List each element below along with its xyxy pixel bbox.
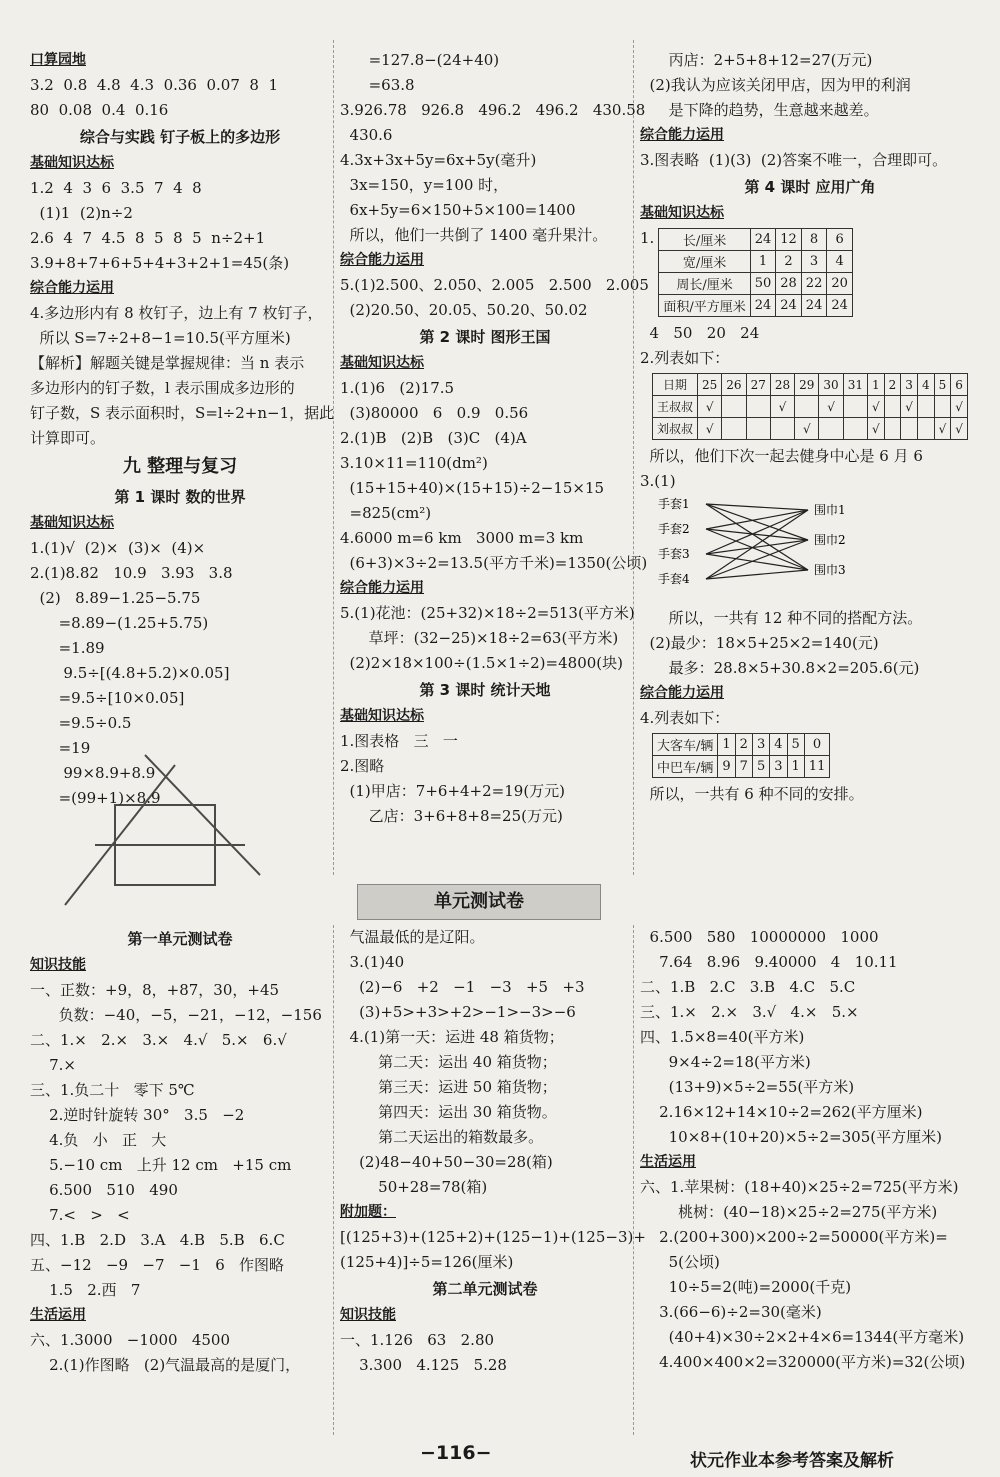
- answer-line: 4.3x+3x+5y=6x+5y(毫升): [340, 151, 537, 169]
- answer-line: 50+28=78(箱): [340, 1178, 488, 1196]
- answer-line: 1.(1)√ (2)× (3)× (4)×: [30, 539, 206, 557]
- table-row: [653, 734, 830, 756]
- answer-line: 乙店：3+6+8+8=25(万元): [340, 807, 563, 825]
- answer-line: 5.−10 cm 上升 12 cm +15 cm: [30, 1156, 292, 1174]
- answer-line: 430.6: [340, 126, 393, 144]
- answer-line: 2.(1)B (2)B (3)C (4)A: [340, 429, 527, 447]
- answer-line: 7.×: [30, 1056, 76, 1074]
- answer-line: 2.(200+300)×200÷2=50000(平方米)=: [640, 1228, 948, 1246]
- table-cell: 王叔叔: [653, 396, 698, 418]
- answer-line: =19: [30, 739, 91, 757]
- section-title: 综合与实践 钉子板上的多边形: [79, 128, 281, 146]
- answer-line: 第三天：运进 50 箱货物；: [340, 1078, 557, 1096]
- answer-line: (125+4)]÷5=126(厘米): [340, 1253, 514, 1271]
- answer-line: 9.5÷[(4.8+5.2)×0.05]: [30, 664, 230, 682]
- answer-line: 二、1.× 2.× 3.× 4.√ 5.× 6.√: [30, 1031, 287, 1049]
- answer-line: 6x+5y=6×150+5×100=1400: [340, 201, 576, 219]
- table-row: [653, 374, 968, 396]
- glove-label: 手套3: [658, 547, 690, 561]
- answer-line: 3.300 4.125 5.28: [340, 1356, 507, 1374]
- answer-line: 草坪：(32−25)×18÷2=63(平方米): [340, 629, 619, 647]
- table-cell: 大客车/辆: [653, 734, 718, 756]
- table-cell: 11: [804, 756, 830, 778]
- answer-line: 3.(1)40: [340, 953, 405, 971]
- table-cell: 24: [776, 295, 802, 317]
- table-cell: 长/厘米: [659, 229, 750, 251]
- answer-line: 第二天运出的箱数最多。: [340, 1128, 544, 1146]
- answer-line: 六、1.苹果树：(18+40)×25÷2=725(平方米): [640, 1178, 959, 1196]
- table-cell: 24: [750, 295, 776, 317]
- table-cell: 2: [776, 251, 802, 273]
- table-cell: 0: [804, 734, 830, 756]
- gym-schedule-table: [652, 373, 968, 440]
- table-cell: 50: [750, 273, 776, 295]
- answer-line: (2)2×18×100÷(1.5×1÷2)=4800(块): [340, 654, 623, 672]
- table-cell: √: [867, 396, 884, 418]
- answer-line: (2)我认为应该关闭甲店，因为甲的利润: [640, 76, 911, 94]
- table-cell: √: [901, 396, 918, 418]
- table-cell: √: [698, 396, 722, 418]
- table-cell: 12: [776, 229, 802, 251]
- answer-line: 3.9+8+7+6+5+4+3+2+1=45(条): [30, 254, 290, 272]
- answer-line: (2) 8.89−1.25−5.75: [30, 589, 201, 607]
- table-row: [659, 273, 853, 295]
- answer-line: 1.(1)6 (2)17.5: [340, 379, 455, 397]
- section-header: 综合能力运用: [340, 580, 424, 596]
- table-row: [659, 229, 853, 251]
- answer-line: =9.5÷[10×0.05]: [30, 689, 185, 707]
- answer-line: 5(公顷): [640, 1253, 720, 1271]
- answer-line: =825(cm²): [340, 504, 432, 522]
- table-cell: 24: [750, 229, 776, 251]
- answer-column-2: [340, 48, 649, 829]
- answer-line: 四、1.B 2.D 3.A 4.B 5.B 6.C: [30, 1231, 285, 1249]
- table-cell: 2: [884, 374, 901, 396]
- section-header: 生活运用: [30, 1307, 86, 1323]
- table-row: [659, 295, 853, 317]
- section-header: 综合能力运用: [340, 252, 424, 268]
- table-cell: √: [770, 396, 794, 418]
- answer-line: 三、1.× 2.× 3.√ 4.× 5.×: [640, 1003, 859, 1021]
- answer-line: =8.89−(1.25+5.75): [30, 614, 209, 632]
- table-cell: 6: [827, 229, 853, 251]
- answer-line: 是下降的趋势，生意越来越差。: [640, 101, 879, 119]
- table-cell: 28: [776, 273, 802, 295]
- answer-line: 1.2 4 3 6 3.5 7 4 8: [30, 179, 202, 197]
- answer-line: 4.负 小 正 大: [30, 1131, 167, 1149]
- table-row: [653, 396, 968, 418]
- answer-line: (3)+5>+3>+2>−1>−3>−6: [340, 1003, 576, 1021]
- section-header: 知识技能: [340, 1307, 396, 1323]
- section-title: 第 1 课时 数的世界: [114, 488, 246, 506]
- table-cell: 中巴车/辆: [653, 756, 718, 778]
- answer-line: 80 0.08 0.4 0.16: [30, 101, 169, 119]
- table-cell: 4: [827, 251, 853, 273]
- table-cell: [901, 418, 918, 440]
- answer-line: [(125+3)+(125+2)+(125−1)+(125−3)+: [340, 1228, 646, 1246]
- answer-line: 4.多边形内有 8 枚钉子，边上有 7 枚钉子，: [30, 304, 323, 322]
- table-cell: 2: [735, 734, 752, 756]
- answer-line: 三、1.负二十 零下 5℃: [30, 1081, 195, 1099]
- table-row: [659, 251, 853, 273]
- section-header: 综合能力运用: [640, 685, 724, 701]
- table-cell: √: [867, 418, 884, 440]
- glove-label: 手套1: [658, 497, 690, 511]
- answer-line: 所以，他们下次一起去健身中心是 6 月 6: [640, 447, 923, 465]
- table-cell: 3: [801, 251, 827, 273]
- answer-column-1: [30, 48, 335, 811]
- section-header: 基础知识达标: [30, 515, 114, 531]
- answer-line: 所以，一共有 6 种不同的安排。: [640, 785, 864, 803]
- table-cell: 1: [750, 251, 776, 273]
- answer-line: 3.926.78 926.8 496.2 496.2 430.58: [340, 101, 646, 119]
- table-cell: [746, 396, 770, 418]
- table-cell: 24: [801, 295, 827, 317]
- answer-line: 四、1.5×8=40(平方米): [640, 1028, 805, 1046]
- answer-line: 所以，他们一共倒了 1400 毫升果汁。: [340, 226, 608, 244]
- table-cell: 22: [801, 273, 827, 295]
- scribble-overlay: [55, 745, 265, 915]
- test-column-1: [30, 925, 330, 1378]
- table-cell: 3: [770, 756, 787, 778]
- answer-line: (2)最少：18×5+25×2=140(元): [640, 634, 879, 652]
- answer-line: 1.5 2.西 7: [30, 1281, 141, 1299]
- table-cell: 刘叔叔: [653, 418, 698, 440]
- section-header: 综合能力运用: [30, 280, 114, 296]
- section-title: 第一单元测试卷: [127, 930, 233, 948]
- table-cell: 3: [901, 374, 918, 396]
- section-banner: 单元测试卷: [357, 884, 601, 920]
- bus-arrangement-table: [652, 733, 830, 778]
- table-cell: 1: [718, 734, 735, 756]
- answer-line: 5.(1)花池：(25+32)×18÷2=513(平方米): [340, 604, 635, 622]
- section-header: 生活运用: [640, 1154, 696, 1170]
- answer-line: (13+9)×5÷2=55(平方米): [640, 1078, 855, 1096]
- answer-line: 第四天：运出 30 箱货物。: [340, 1103, 557, 1121]
- matching-diagram: [658, 496, 888, 596]
- table-cell: [770, 418, 794, 440]
- answer-line: 桃树：(40−18)×25÷2=275(平方米): [640, 1203, 938, 1221]
- answer-line: 所以，一共有 12 种不同的搭配方法。: [640, 609, 923, 627]
- section-header: 附加题：: [340, 1204, 396, 1220]
- glove-label: 手套2: [658, 522, 690, 536]
- answer-line: (1)甲店：7+6+4+2=19(万元): [340, 782, 566, 800]
- table-cell: 26: [722, 374, 746, 396]
- section-title: 第 2 课时 图形王国: [419, 328, 551, 346]
- column-divider: [333, 40, 334, 875]
- table-row: [653, 756, 830, 778]
- answer-line: 3.(1): [640, 472, 676, 490]
- section-header: 基础知识达标: [340, 708, 424, 724]
- answer-line: 六、1.3000 −1000 4500: [30, 1331, 231, 1349]
- answer-line: (15+15+40)×(15+15)÷2−15×15: [340, 479, 605, 497]
- glove-label: 手套4: [658, 572, 690, 586]
- table-cell: 24: [827, 295, 853, 317]
- answer-line: 6.500 510 490: [30, 1181, 178, 1199]
- table-cell: 1: [867, 374, 884, 396]
- table-row: [653, 418, 968, 440]
- table-cell: √: [698, 418, 722, 440]
- answer-line: 5.(1)2.500、2.050、2.005 2.500 2.005: [340, 276, 649, 294]
- answer-line: 五、−12 −9 −7 −1 6 作图略: [30, 1256, 285, 1274]
- table-cell: [917, 418, 934, 440]
- table-cell: 28: [770, 374, 794, 396]
- match-line: [706, 510, 808, 579]
- table-cell: 31: [843, 374, 867, 396]
- answer-line: 6.500 580 10000000 1000: [640, 928, 879, 946]
- answer-line: 4.列表如下：: [640, 709, 730, 727]
- rectangle-table: [658, 228, 853, 317]
- answer-line: (6+3)×3÷2=13.5(平方千米)=1350(公顷): [340, 554, 648, 572]
- table-cell: 25: [698, 374, 722, 396]
- table-cell: 5: [752, 756, 769, 778]
- section-header: 知识技能: [30, 957, 86, 973]
- answer-line: 最多：28.8×5+30.8×2=205.6(元): [640, 659, 920, 677]
- answer-line: =9.5÷0.5: [30, 714, 132, 732]
- answer-line: 10÷5=2(吨)=2000(千克): [640, 1278, 852, 1296]
- answer-line: (2)20.50、20.05、50.20、50.02: [340, 301, 588, 319]
- answer-line: 3x=150，y=100 时，: [340, 176, 509, 194]
- answer-line: 钉子数，S 表示面积时，S=l÷2+n−1，据此: [30, 404, 335, 422]
- answer-line: 1.图表格 三 一: [340, 732, 458, 750]
- section-header: 基础知识达标: [340, 355, 424, 371]
- answer-line: 3.(66−6)÷2=30(毫米): [640, 1303, 822, 1321]
- answer-line: 2.16×12+14×10÷2=262(平方厘米): [640, 1103, 923, 1121]
- table-cell: 27: [746, 374, 770, 396]
- table-cell: [843, 396, 867, 418]
- answer-line: 2.(1)作图略 (2)气温最高的是厦门，: [30, 1356, 301, 1374]
- section-header: 口算园地: [30, 52, 86, 68]
- answer-line: 2.图略: [340, 757, 385, 775]
- answer-line: (1)1 (2)n÷2: [30, 204, 133, 222]
- answer-line: 计算即可。: [30, 429, 106, 447]
- table-cell: 日期: [653, 374, 698, 396]
- table-cell: [795, 396, 819, 418]
- table-cell: 1: [787, 756, 804, 778]
- table-cell: 5: [787, 734, 804, 756]
- section-title: 第 3 课时 统计天地: [419, 681, 551, 699]
- table-cell: [934, 396, 951, 418]
- answer-line: =63.8: [340, 76, 415, 94]
- answer-line: (2)48−40+50−30=28(箱): [340, 1153, 553, 1171]
- table-cell: [884, 396, 901, 418]
- answer-line: 2.逆时针旋转 30° 3.5 −2: [30, 1106, 245, 1124]
- answer-line: 气温最低的是辽阳。: [340, 928, 485, 946]
- answer-line: 4.6000 m=6 km 3000 m=3 km: [340, 529, 584, 547]
- table-cell: 30: [819, 374, 843, 396]
- table-cell: 3: [752, 734, 769, 756]
- answer-line: 3.图表略 (1)(3) (2)答案不唯一，合理即可。: [640, 151, 948, 169]
- answer-line: 负数：−40，−5，−21，−12，−156: [30, 1006, 322, 1024]
- question-number: 1.: [640, 229, 655, 247]
- table-cell: √: [795, 418, 819, 440]
- table-cell: 9: [718, 756, 735, 778]
- answer-line: (40+4)×30÷2×2+4×6=1344(平方毫米): [640, 1328, 965, 1346]
- test-column-2: [340, 925, 646, 1378]
- scarf-label: 围巾3: [814, 563, 846, 577]
- answer-line: 2.列表如下：: [640, 349, 730, 367]
- table-cell: 面积/平方厘米: [659, 295, 750, 317]
- section-header: 基础知识达标: [30, 155, 114, 171]
- answer-line: 二、1.B 2.C 3.B 4.C 5.C: [640, 978, 856, 996]
- section-header: 基础知识达标: [640, 205, 724, 221]
- table-cell: √: [819, 396, 843, 418]
- match-line: [706, 510, 808, 529]
- answer-line: 4.(1)第一天：运进 48 箱货物；: [340, 1028, 564, 1046]
- answer-line: 丙店：2+5+8+12=27(万元): [640, 51, 873, 69]
- table-cell: 20: [827, 273, 853, 295]
- column-divider: [633, 925, 634, 1435]
- answer-line: =127.8−(24+40): [340, 51, 500, 69]
- table-cell: [746, 418, 770, 440]
- column-divider: [633, 40, 634, 875]
- column-divider: [333, 925, 334, 1435]
- table-cell: [884, 418, 901, 440]
- section-title: 第二单元测试卷: [432, 1280, 538, 1298]
- table-cell: [722, 396, 746, 418]
- table-cell: 8: [801, 229, 827, 251]
- table-cell: √: [934, 418, 951, 440]
- match-line: [706, 554, 808, 570]
- answer-line: 9×4÷2=18(平方米): [640, 1053, 811, 1071]
- table-cell: [843, 418, 867, 440]
- answer-line: 7.< > <: [30, 1206, 130, 1224]
- answer-line: 第二天：运出 40 箱货物；: [340, 1053, 557, 1071]
- table-cell: 宽/厘米: [659, 251, 750, 273]
- answer-column-3: [640, 48, 980, 807]
- table-cell: [819, 418, 843, 440]
- answer-line: (3)80000 6 0.9 0.56: [340, 404, 529, 422]
- answer-line: 4 50 20 24: [640, 324, 760, 342]
- answer-line: =(99+1)×8.9: [30, 789, 161, 807]
- table-cell: [722, 418, 746, 440]
- table-cell: √: [951, 418, 968, 440]
- answer-line: 10×8+(10+20)×5÷2=305(平方厘米): [640, 1128, 942, 1146]
- table-cell: 6: [951, 374, 968, 396]
- answer-line: 7.64 8.96 9.40000 4 10.11: [640, 953, 898, 971]
- section-title: 第 4 课时 应用广角: [744, 178, 876, 196]
- page-footer: [0, 1440, 1000, 1474]
- table-cell: 7: [735, 756, 752, 778]
- table-cell: 周长/厘米: [659, 273, 750, 295]
- section-header: 综合能力运用: [640, 127, 724, 143]
- scarf-label: 围巾1: [814, 503, 846, 517]
- answer-line: 所以 S=7÷2+8−1=10.5(平方厘米): [30, 329, 291, 347]
- answer-line: 3.2 0.8 4.8 4.3 0.36 0.07 8 1: [30, 76, 279, 94]
- book-title: 状元作业本参考答案及解析: [690, 1451, 894, 1471]
- answer-line: 多边形内的钉子数，l 表示围成多边形的: [30, 379, 295, 397]
- answer-line: 3.10×11=110(dm²): [340, 454, 488, 472]
- page-number: −116−: [420, 1442, 492, 1464]
- answer-line: 2.(1)8.82 10.9 3.93 3.8: [30, 564, 233, 582]
- answer-line: 2.6 4 7 4.5 8 5 8 5 n÷2+1: [30, 229, 266, 247]
- answer-line: 4.400×400×2=320000(平方米)=32(公顷): [640, 1353, 966, 1371]
- table-cell: [917, 396, 934, 418]
- answer-line: 一、正数：+9，8，+87，30，+45: [30, 981, 280, 999]
- match-line: [706, 570, 808, 579]
- answer-line: 一、1.126 63 2.80: [340, 1331, 495, 1349]
- table-cell: 5: [934, 374, 951, 396]
- table-cell: 4: [770, 734, 787, 756]
- section-title: 九 整理与复习: [122, 456, 238, 477]
- table-cell: √: [951, 396, 968, 418]
- answer-line: =1.89: [30, 639, 105, 657]
- test-column-3: [640, 925, 980, 1375]
- answer-line: 【解析】解题关键是掌握规律：当 n 表示: [30, 354, 305, 372]
- scarf-label: 围巾2: [814, 533, 846, 547]
- answer-line: (2)−6 +2 −1 −3 +5 +3: [340, 978, 585, 996]
- answer-line: 99×8.9+8.9: [30, 764, 156, 782]
- table-cell: 4: [917, 374, 934, 396]
- table-cell: 29: [795, 374, 819, 396]
